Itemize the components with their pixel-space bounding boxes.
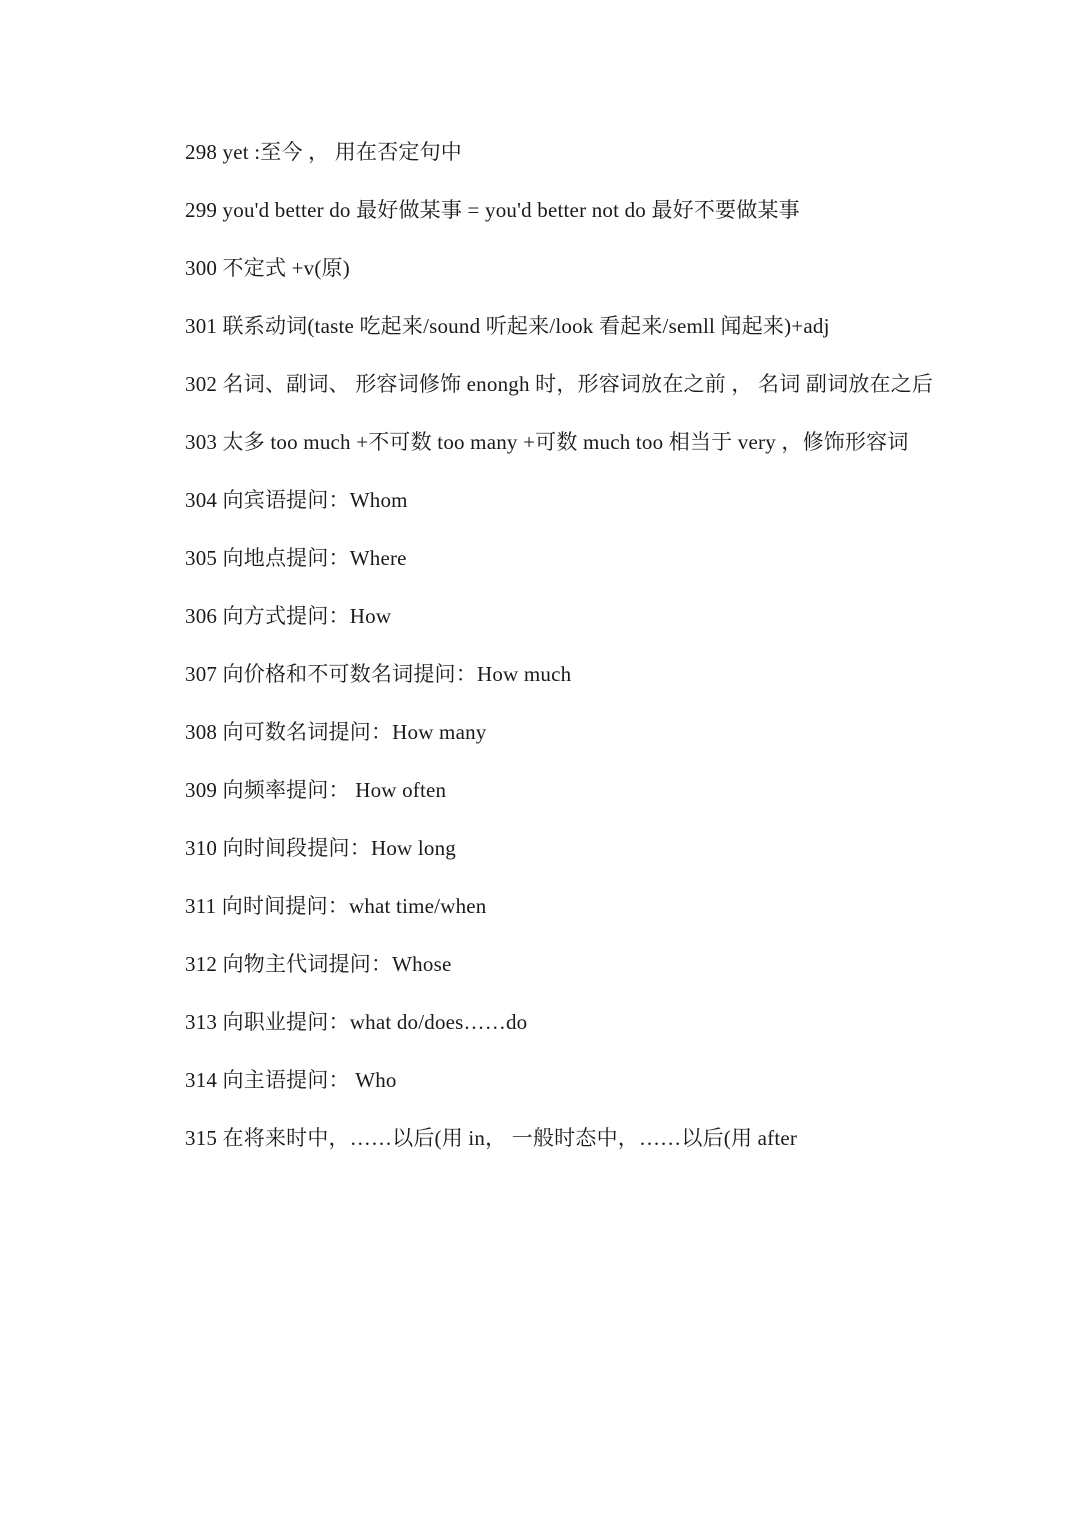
entry-315: 315 在将来时中，……以后(用 in， 一般时态中，……以后(用 after — [185, 1126, 798, 1150]
entry-314: 314 向主语提问： Who — [185, 1068, 397, 1092]
entry-300: 300 不定式 +v(原) — [185, 256, 350, 280]
entry-298: 298 yet :至今 ， 用在否定句中 — [185, 140, 462, 164]
entry-305: 305 向地点提问：Where — [185, 546, 407, 570]
entry-306: 306 向方式提问：How — [185, 604, 392, 628]
entry-308: 308 向可数名词提问：How many — [185, 720, 487, 744]
entry-302: 302 名词、副词、 形容词修饰 enongh 时，形容词放在之前 ， 名词 副词放在之后 — [185, 372, 934, 396]
entry-312: 312 向物主代词提问：Whose — [185, 952, 452, 976]
entry-311: 311 向时间提问：what time/when — [185, 894, 487, 918]
entry-307: 307 向价格和不可数名词提问：How much — [185, 662, 572, 686]
entry-310: 310 向时间段提问：How long — [185, 836, 456, 860]
entry-301: 301 联系动词(taste 吃起来/sound 听起来/look 看起来/semll 闻起来)+adj — [185, 314, 830, 338]
entry-309: 309 向频率提问： How often — [185, 778, 447, 802]
entry-313: 313 向职业提问：what do/does……do — [185, 1010, 528, 1034]
entry-303: 303 太多 too much +不可数 too many +可数 much too 相当于 very ，修饰形容词 — [185, 430, 909, 454]
entry-304: 304 向宾语提问：Whom — [185, 488, 408, 512]
entry-299: 299 you'd better do 最好做某事 = you'd better not do 最好不要做某事 — [185, 198, 800, 222]
entry-list — [185, 138, 975, 1182]
